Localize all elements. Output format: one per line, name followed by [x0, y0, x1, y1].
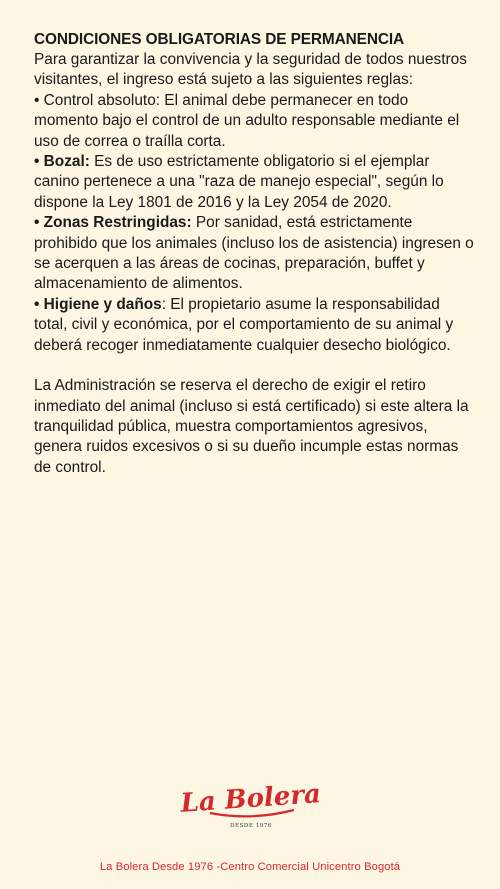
document-intro: Para garantizar la convivencia y la seguridad de todos nuestros visitantes, el ingreso está sujeto a las siguientes reglas:	[34, 51, 467, 89]
document-title: CONDICIONES OBLIGATORIAS DE PERMANENCIA	[34, 31, 405, 48]
footer-text: La Bolera Desde 1976 -Centro Comercial Unicentro Bogotá	[99, 861, 401, 873]
rule-label: Zonas Restringidas:	[43, 214, 192, 232]
bullet: •	[34, 214, 40, 232]
rule-text: : El propietario asume la responsabilidad total, civil y económica, por el comportamiento de su animal y deberá recoger inmediatamente cualquier desecho biológico.	[34, 295, 454, 354]
rule-control	[34, 91, 474, 152]
la-bolera-logo	[179, 777, 322, 829]
bullet: •	[34, 153, 40, 171]
bullet: •	[34, 295, 40, 313]
rule-bozal	[34, 152, 474, 213]
rule-higiene	[34, 295, 474, 356]
logo-wordmark: La Bolera	[179, 779, 322, 819]
rule-text: Por sanidad, está estrictamente prohibido que los animales (incluso los de asistencia) ingresen o se acerquen a las áreas de cocinas, preparación, buffet y almacenamiento de alimentos.	[34, 214, 474, 293]
rule-text: Es de uso estrictamente obligatorio si el ejemplar canino pertenece a una "raza de manejo especial", según lo dispone la Ley 1801 de 2016 y la Ley 2054 de 2020.	[34, 153, 444, 211]
rule-text: Control absoluto: El animal debe permanecer en todo momento bajo el control de un adulto responsable mediante el uso de correa o traílla corta.	[34, 91, 460, 150]
rule-label: Higiene y daños	[43, 295, 162, 313]
rule-label: Bozal:	[43, 153, 90, 171]
document-closing: La Administración se reserva el derecho de exigir el retiro inmediato del animal (incluso si está certificado) si este altera la tranquilidad pública, muestra comportamientos agresivos, genera ruidos excesivos o si su dueño incumple estas normas de control.	[34, 377, 469, 476]
bullet: •	[34, 91, 40, 109]
spacer	[34, 356, 474, 376]
rule-zonas	[34, 213, 474, 295]
logo-tagline: DESDE 1976	[230, 823, 272, 829]
rules-document	[34, 29, 474, 478]
